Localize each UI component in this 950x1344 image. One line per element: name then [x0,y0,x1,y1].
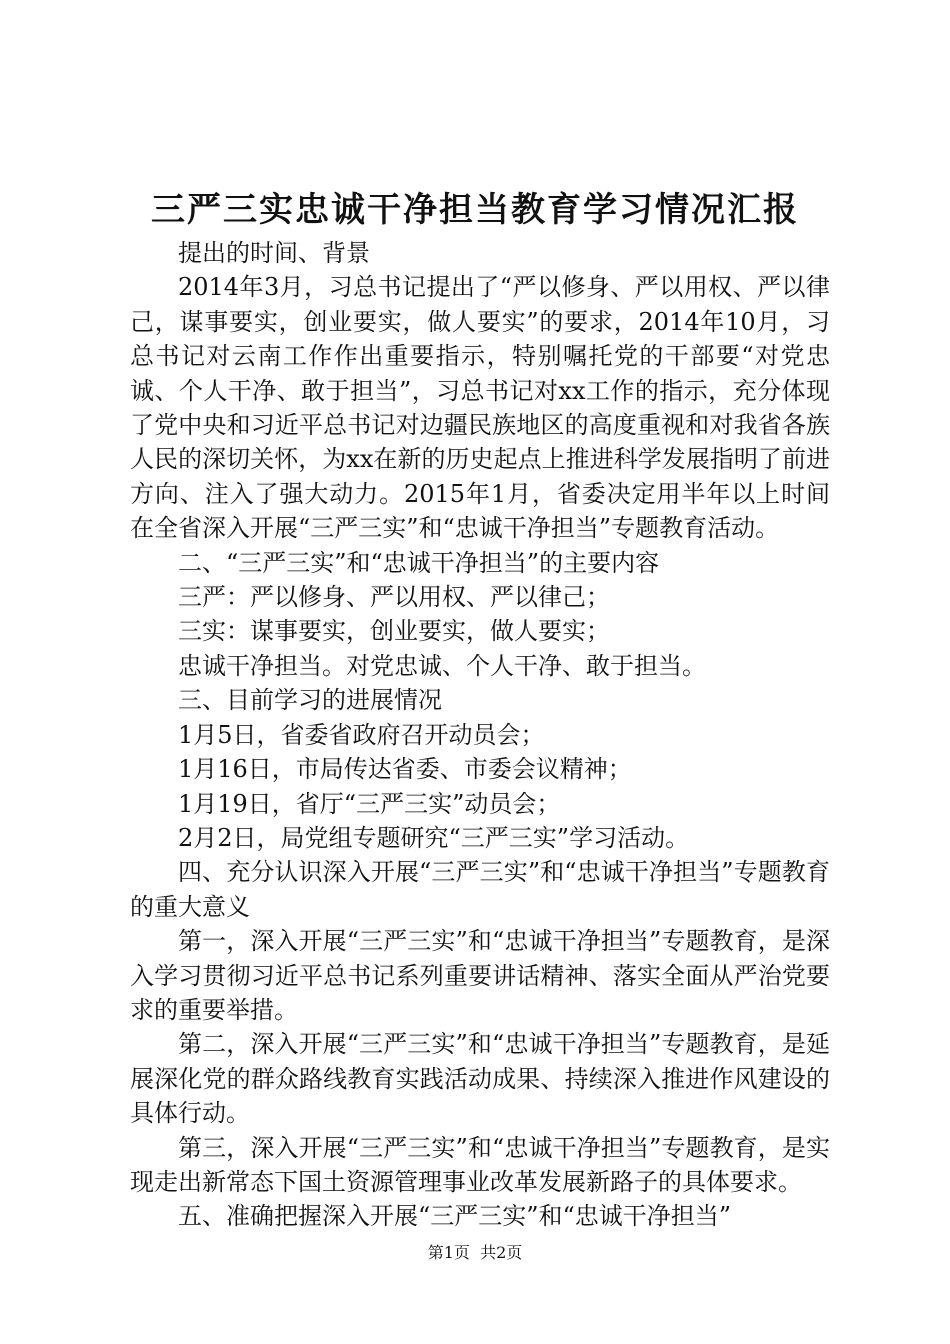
paragraph: 第二，深入开展“三严三实”和“忠诚干净担当”专题教育，是延展深化党的群众路线教育实践活动成果、持续深入推进作风建设的具体行动。 [130,1030,830,1128]
paragraph: 五、准确把握深入开展“三严三实”和“忠诚干净担当” [178,1202,732,1231]
paragraph: 2014年3月，习总书记提出了“严以修身、严以用权、严以律己，谋事要实，创业要实，做人要实”的要求，2014年10月，习总书记对云南工作作出重要指示，特别嘱托党的干部要“对党忠诚、个人干净、敢于担当”，习总书记对xx工作的指示，充分体现了党中央和习近平总书记对边疆民族地区的高度重视和对我省各族人民的深切关怀，为xx在新的历史起点上推进科学发展指明了前进方向、注入了强大动力。2015年1月，省委决定用半年以上时间在全省深入开展“三严三实”和“忠诚干净担当”专题教育活动。 [130,273,830,543]
page-number: 第1页 [427,1243,470,1262]
paragraph: 1月5日，省委省政府召开动员会； [178,720,545,749]
paragraph: 忠诚干净担当。对党忠诚、个人干净、敢于担当。 [178,651,706,680]
paragraph: 2月2日，局党组专题研究“三严三实”学习活动。 [178,823,690,852]
paragraph: 1月19日，省厅“三严三实”动员会； [178,789,561,818]
page-footer [0,1242,950,1264]
document-title: 三严三实忠诚干净担当教育学习情况汇报 [151,190,799,230]
paragraph: 第三，深入开展“三严三实”和“忠诚干净担当”专题教育，是实现走出新常态下国土资源管理事业改革发展新路子的具体要求。 [130,1133,830,1196]
paragraph: 三实：谋事要实，创业要实，做人要实； [178,617,610,646]
paragraph: 三、目前学习的进展情况 [178,686,442,715]
paragraph: 二、“三严三实”和“忠诚干净担当”的主要内容 [178,548,660,577]
paragraph: 1月16日，市局传达省委、市委会议精神； [178,755,632,784]
paragraph: 提出的时间、背景 [178,239,370,267]
document-body [130,236,830,1234]
page-total: 共2页 [480,1243,523,1262]
paragraph: 四、充分认识深入开展“三严三实”和“忠诚干净担当”专题教育的重大意义 [130,858,830,921]
paragraph: 三严：严以修身、严以用权、严以律己； [178,583,610,612]
paragraph: 第一，深入开展“三严三实”和“忠诚干净担当”专题教育，是深入学习贯彻习近平总书记系列重要讲话精神、落实全面从严治党要求的重要举措。 [130,927,830,1024]
